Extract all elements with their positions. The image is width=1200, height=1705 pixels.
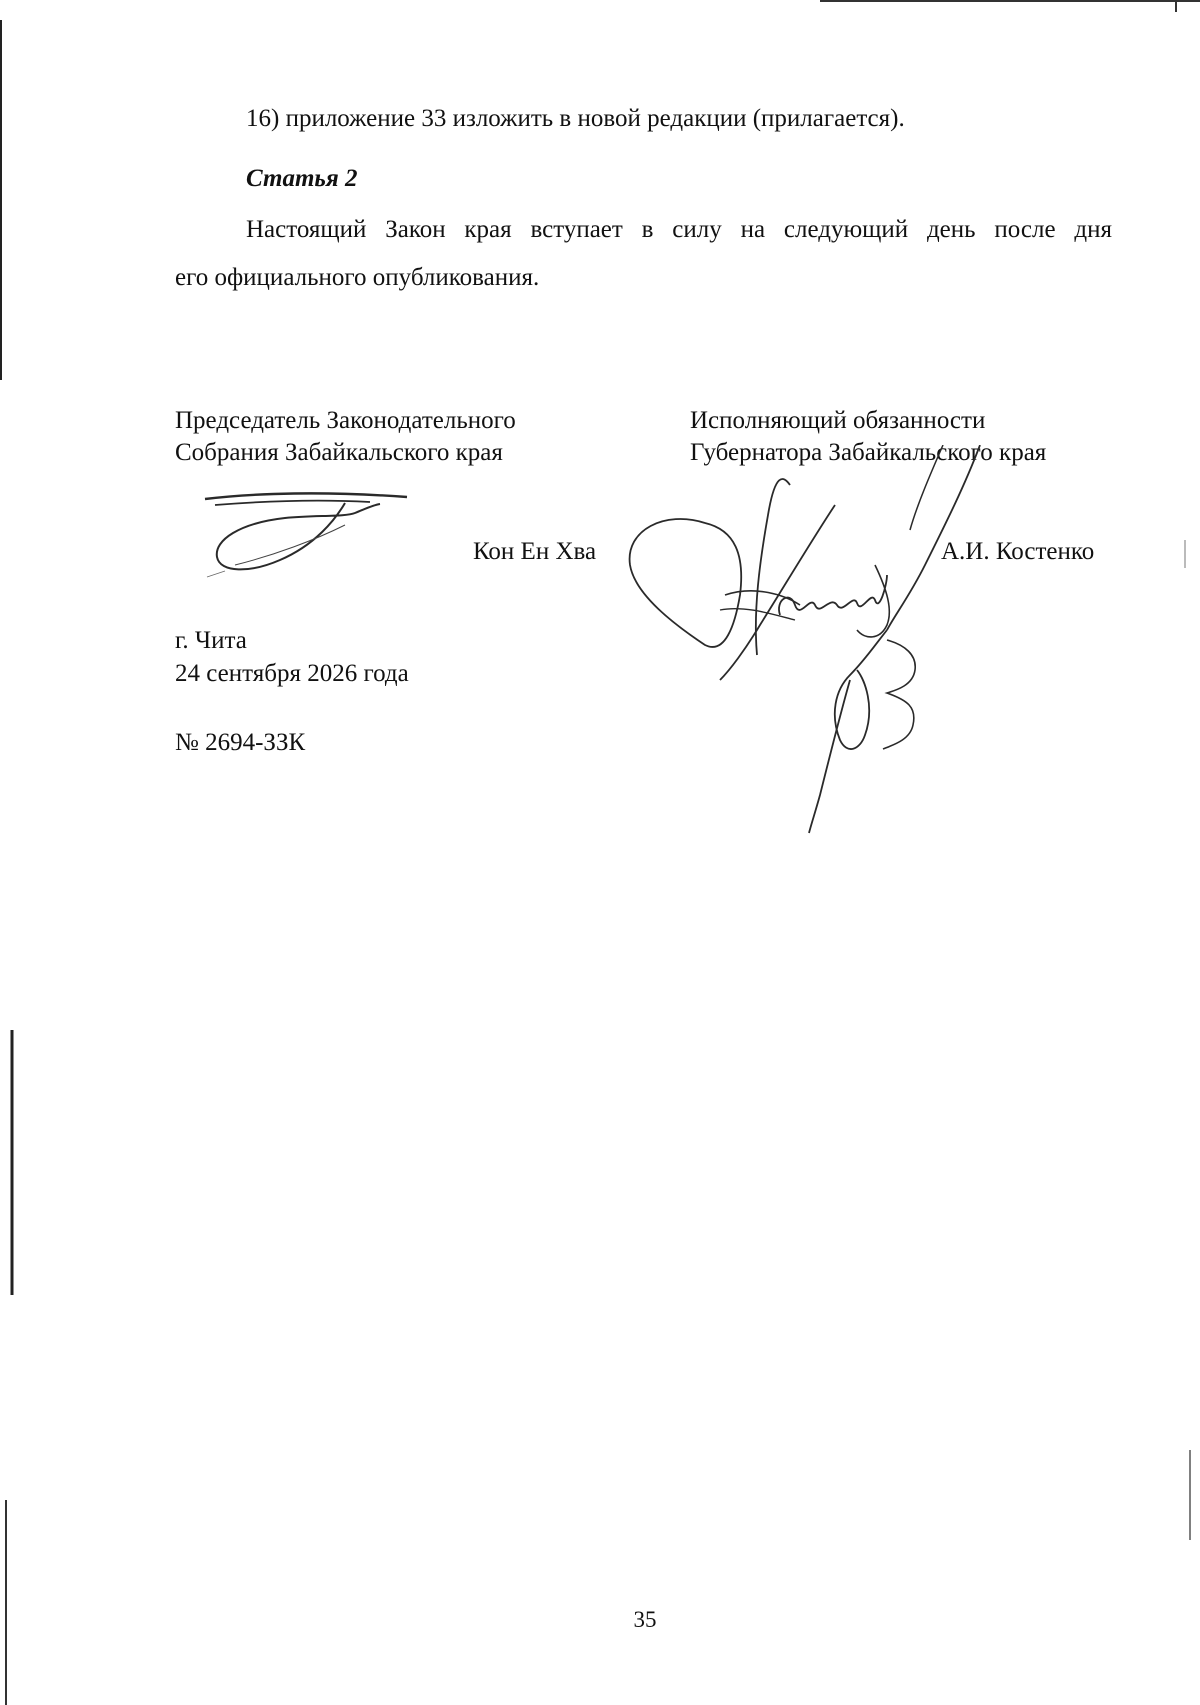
left-signatory-title-line1: Председатель Законодательного — [175, 407, 516, 434]
right-signatory-name: А.И. Костенко — [941, 538, 1095, 565]
item-16-text: 16) приложение 33 изложить в новой редакции (прилагается). — [246, 105, 905, 132]
left-signatory-title-line2: Собрания Забайкальского края — [175, 439, 503, 466]
right-signatory-title-line2: Губернатора Забайкальского края — [690, 439, 1047, 466]
article-text-line1: Настоящий Закон края вступает в силу на следующий день после дня — [246, 216, 1112, 243]
article-heading: Статья 2 — [246, 165, 358, 192]
left-signatory-name: Кон Ен Хва — [473, 538, 597, 565]
document-date: 24 сентября 2026 года — [175, 660, 409, 687]
right-signature-image — [625, 445, 1025, 835]
document-number: № 2694-ЗЗК — [175, 729, 306, 756]
article-text-line2: его официального опубликования. — [175, 264, 540, 291]
left-signature-image — [195, 485, 420, 580]
page-number: 35 — [633, 1607, 657, 1632]
document-place: г. Чита — [175, 627, 247, 654]
right-signatory-title-line1: Исполняющий обязанности — [690, 407, 986, 434]
